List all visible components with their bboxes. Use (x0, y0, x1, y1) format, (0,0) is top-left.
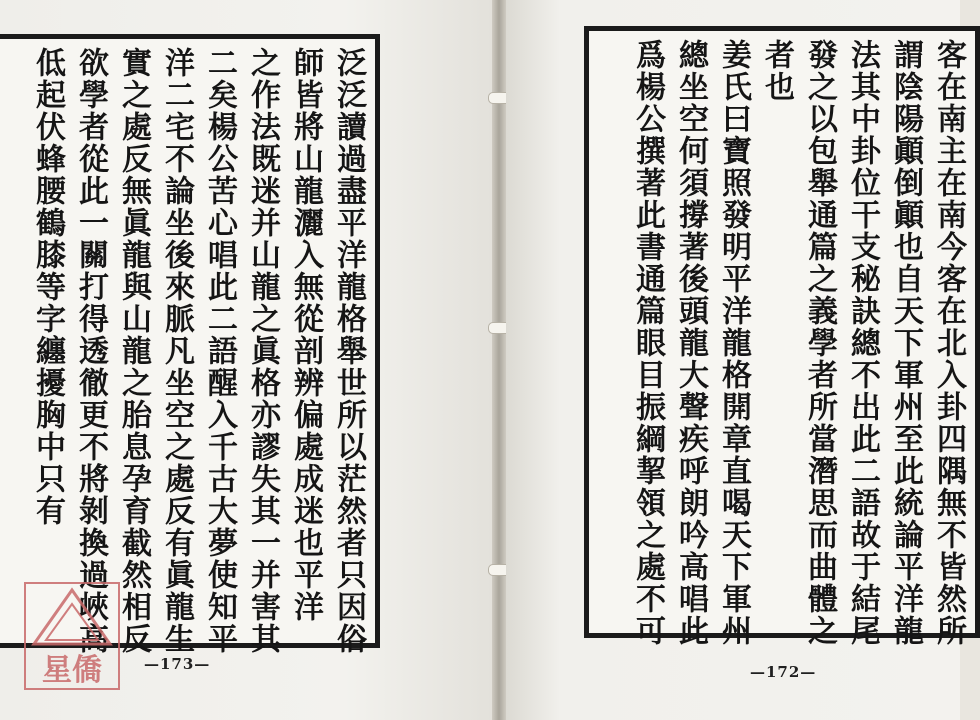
text-column: 者也 (759, 39, 794, 103)
text-column: 法其中卦位干支秘訣總不出此二語故于結尾 (845, 39, 880, 647)
page-number-left: —173— (144, 655, 211, 673)
text-column: 洋二宅不論坐後來脈凡坐空之處反有眞龍生 (159, 47, 194, 655)
left-text-frame (0, 34, 380, 655)
right-page (506, 0, 966, 720)
seal-graphic (26, 584, 118, 688)
text-column: 二矣楊公苦心唱此二語醒入千古大夢使知平 (202, 47, 237, 655)
seal-characters: 星僑 (42, 653, 102, 688)
left-text-columns (0, 47, 367, 655)
book-gutter (492, 0, 506, 720)
text-column: 總坐空何須撐著後頭龍大聲疾呼朗吟高唱此 (673, 39, 708, 647)
right-text-columns (603, 39, 967, 647)
text-column: 低起伏蜂腰鶴膝等字纏擾胸中只有 (30, 47, 65, 527)
text-column: 泛泛讀過盡平洋龍格舉世所以茫然者只因俗 (331, 47, 366, 655)
right-text-frame (584, 26, 980, 647)
text-column: 謂陰陽顚倒顚也自天下軍州至此統論平洋龍 (888, 39, 923, 647)
text-column: 實之處反無眞龍與山龍之胎息孕育截然相反 (116, 47, 151, 655)
text-column: 姜氏曰寶照發明平洋龍格開章直喝天下軍州 (716, 39, 751, 647)
text-column: 發之以包舉通篇之義學者所當潛思而曲體之 (802, 39, 837, 647)
red-seal-stamp (24, 582, 120, 690)
text-column: 客在南主在南今客在北入卦四隅無不皆然所 (931, 39, 966, 647)
text-column: 師皆將山龍灑入無從剖辨偏處成迷也平洋 (288, 47, 323, 623)
text-column: 爲楊公撰著此書通篇眼目振綱挈領之處不可 (630, 39, 665, 647)
page-number-right: —172— (750, 663, 817, 681)
text-column: 之作法既迷并山龍之眞格亦謬失其一并害其 (245, 47, 280, 655)
text-column: 欲學者從此一關打得透徹更不將剝換過峽高 (73, 47, 108, 655)
